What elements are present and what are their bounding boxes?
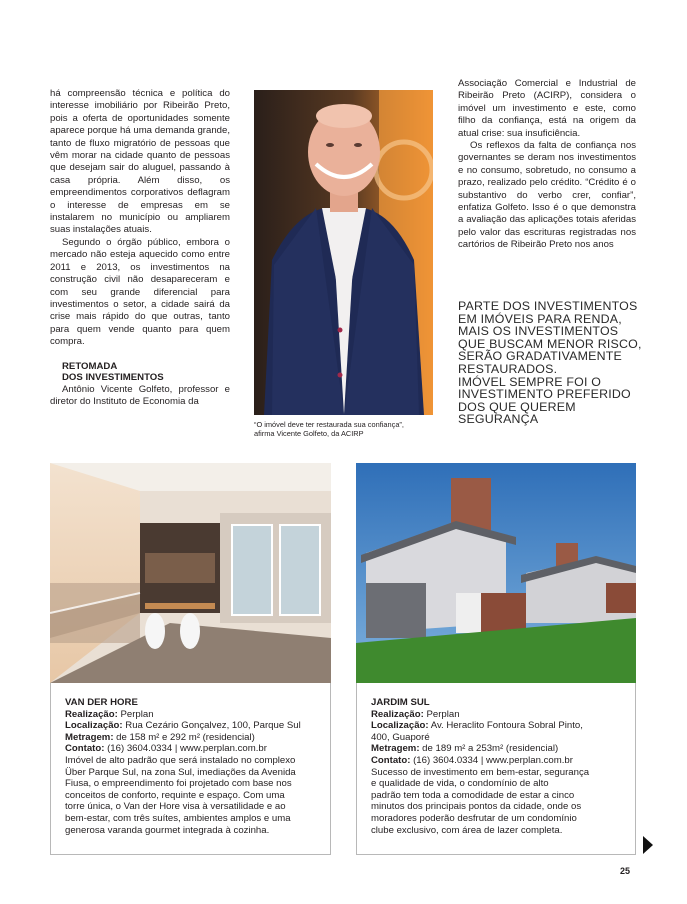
listing-contato [65, 743, 320, 755]
listing-card-jardim-sul [356, 683, 636, 855]
section-subhead [50, 361, 230, 384]
listing-contato [371, 755, 625, 767]
article-column-3 [458, 78, 636, 252]
caption-line: afirma Vicente Golfeto, da ACIRP [254, 429, 364, 439]
pullquote-line: RESTAURADOS. [458, 361, 558, 376]
caption-line: “O imóvel deve ter restaurada sua confiança”, [254, 420, 404, 429]
van-der-hore-photo [50, 463, 331, 683]
pullquote-line: QUE BUSCAM MENOR RISCO, [458, 336, 642, 351]
listing-localizacao-line2: 400, Guaporé [371, 731, 430, 743]
listing-name: VAN DER HORE [65, 697, 138, 708]
portrait-photo [254, 90, 433, 415]
description-line: Über Parque Sul, na zona Sul, imediações da Avenida [65, 766, 296, 778]
listing-metragem [65, 732, 320, 744]
portrait-illustration [254, 90, 433, 415]
localizacao-label: Localização: [371, 720, 429, 732]
pullquote-line: IMÓVEL SEMPRE FOI O [458, 374, 602, 389]
page-number: 25 [620, 866, 631, 876]
listing-description [371, 767, 625, 837]
pullquote-line: SEGURANÇA [458, 412, 539, 427]
description-line: moradores poderão desfrutar de um condomínio [371, 812, 577, 824]
description-line: conceitos de conforto, requinte e espaço. Com uma [65, 789, 285, 801]
listing-localizacao [65, 720, 320, 732]
article-paragraph: Segundo o órgão público, embora o mercado não esteja aquecido como entre 2011 e 2013, os investimentos na construção civil não desapareceram e com seu grande diferencial para investimentos o setor, a cidade sairá da crise mais rápido do que outras, tanto para quem vende quanto para quem compra. [50, 236, 230, 348]
description-line: Imóvel de alto padrão que será instalado no complexo [65, 754, 296, 766]
description-line: Sucesso de investimento em bem-estar, segurança [371, 766, 590, 778]
metragem-label: Metragem: [65, 731, 114, 743]
metragem-value: de 189 m² a 253m² (residencial) [419, 743, 559, 755]
pullquote-line: PARTE DOS INVESTIMENTOS [458, 299, 638, 313]
listing-card-van-der-hore [50, 683, 331, 855]
listing-realizacao [371, 709, 625, 721]
description-line: minutos dos principais pontos da cidade, onde os [371, 801, 582, 813]
subhead-line: RETOMADA [62, 360, 118, 372]
listing-metragem [371, 743, 625, 755]
pullquote-line: EM IMÓVEIS PARA RENDA, [458, 311, 622, 326]
realizacao-label: Realização: [371, 708, 424, 720]
pullquote-line: MAIS OS INVESTIMENTOS [458, 324, 619, 339]
subhead-line: DOS INVESTIMENTOS [62, 372, 164, 384]
pullquote-line: INVESTIMENTO PREFERIDO [458, 387, 631, 402]
localizacao-label: Localização: [65, 720, 123, 732]
article-paragraph: Antônio Vicente Golfeto, professor e diretor do Instituto de Economia da [50, 383, 230, 407]
listing-realizacao [65, 709, 320, 721]
listing-description [65, 755, 320, 836]
photo-caption [254, 420, 444, 439]
description-line: bem-estar, com três suítes, ambientes amplos e uma [65, 812, 291, 824]
description-line: e qualidade de vida, o condomínio de alto [371, 778, 549, 790]
article-paragraph: há compreensão técnica e política do interesse imobiliário por Ribeirão Preto, pois a oferta de oportunidades somente aparece porque há uma demanda grande, tanto de fluxo migratório de pessoas que vêm morar na cidade quanto de pessoas que desejam sair do aluguel, passando à casa própria. Além disso, os empreendimentos corporativos deflagram o interesse de empresas em se instalarem no município ou ampliarem suas instalações atuais. [50, 88, 230, 236]
contato-value: (16) 3604.0334 | www.perplan.com.br [104, 743, 267, 755]
jardim-sul-photo [356, 463, 636, 683]
article-paragraph: Os reflexos da falta de confiança nos governantes se deram nos investimentos e no consumo, sobretudo, no consumo a prazo, realizado pelo crédito. “Crédito é o substantivo do verbo crer, confiar”, enfatiza Golfeto. Isso é o que demonstra a avaliação das aplicações totais aferidas pelo valor das escrituras registradas nos cartórios de Ribeirão Preto nos anos [458, 140, 636, 251]
realizacao-value: Perplan [423, 708, 460, 720]
metragem-label: Metragem: [371, 743, 420, 755]
listing-name: JARDIM SUL [371, 697, 430, 708]
article-column-1 [50, 88, 230, 408]
article-paragraph: Associação Comercial e Industrial de Ribeirão Preto (ACIRP), considera o imóvel um investimento e este, como filho da confiança, está na origem da atual crise: sua insuficiência. [458, 78, 636, 139]
metragem-value: de 158 m² e 292 m² (residencial) [113, 731, 255, 743]
pullquote-line: DOS QUE QUEREM [458, 399, 576, 414]
arrow-right-icon[interactable] [643, 836, 653, 854]
contato-value: (16) 3604.0334 | www.perplan.com.br [410, 754, 573, 766]
realizacao-value: Perplan [117, 708, 154, 720]
pullquote-line: SERÃO GRADATIVAMENTE [458, 349, 622, 364]
localizacao-value: Rua Cezário Gonçalvez, 100, Parque Sul [122, 720, 301, 732]
contato-label: Contato: [371, 754, 411, 766]
description-line: padrão tem toda a comodidade de estar a cinco [371, 789, 575, 801]
contato-label: Contato: [65, 743, 105, 755]
listing-localizacao [371, 720, 625, 732]
localizacao-value: Av. Heraclito Fontoura Sobral Pinto, [428, 720, 583, 732]
description-line: generosa varanda gourmet integrada à cozinha. [65, 824, 270, 836]
description-line: Fiusa, o empreendimento foi projetado com base nos [65, 778, 292, 790]
realizacao-label: Realização: [65, 708, 118, 720]
description-line: torre única, o Van der Hore visa à versatilidade e ao [65, 801, 286, 813]
balcony-illustration [50, 463, 331, 683]
house-illustration [356, 463, 636, 683]
pull-quote [458, 300, 648, 426]
description-line: clube exclusivo, com área de lazer completa. [371, 824, 563, 836]
